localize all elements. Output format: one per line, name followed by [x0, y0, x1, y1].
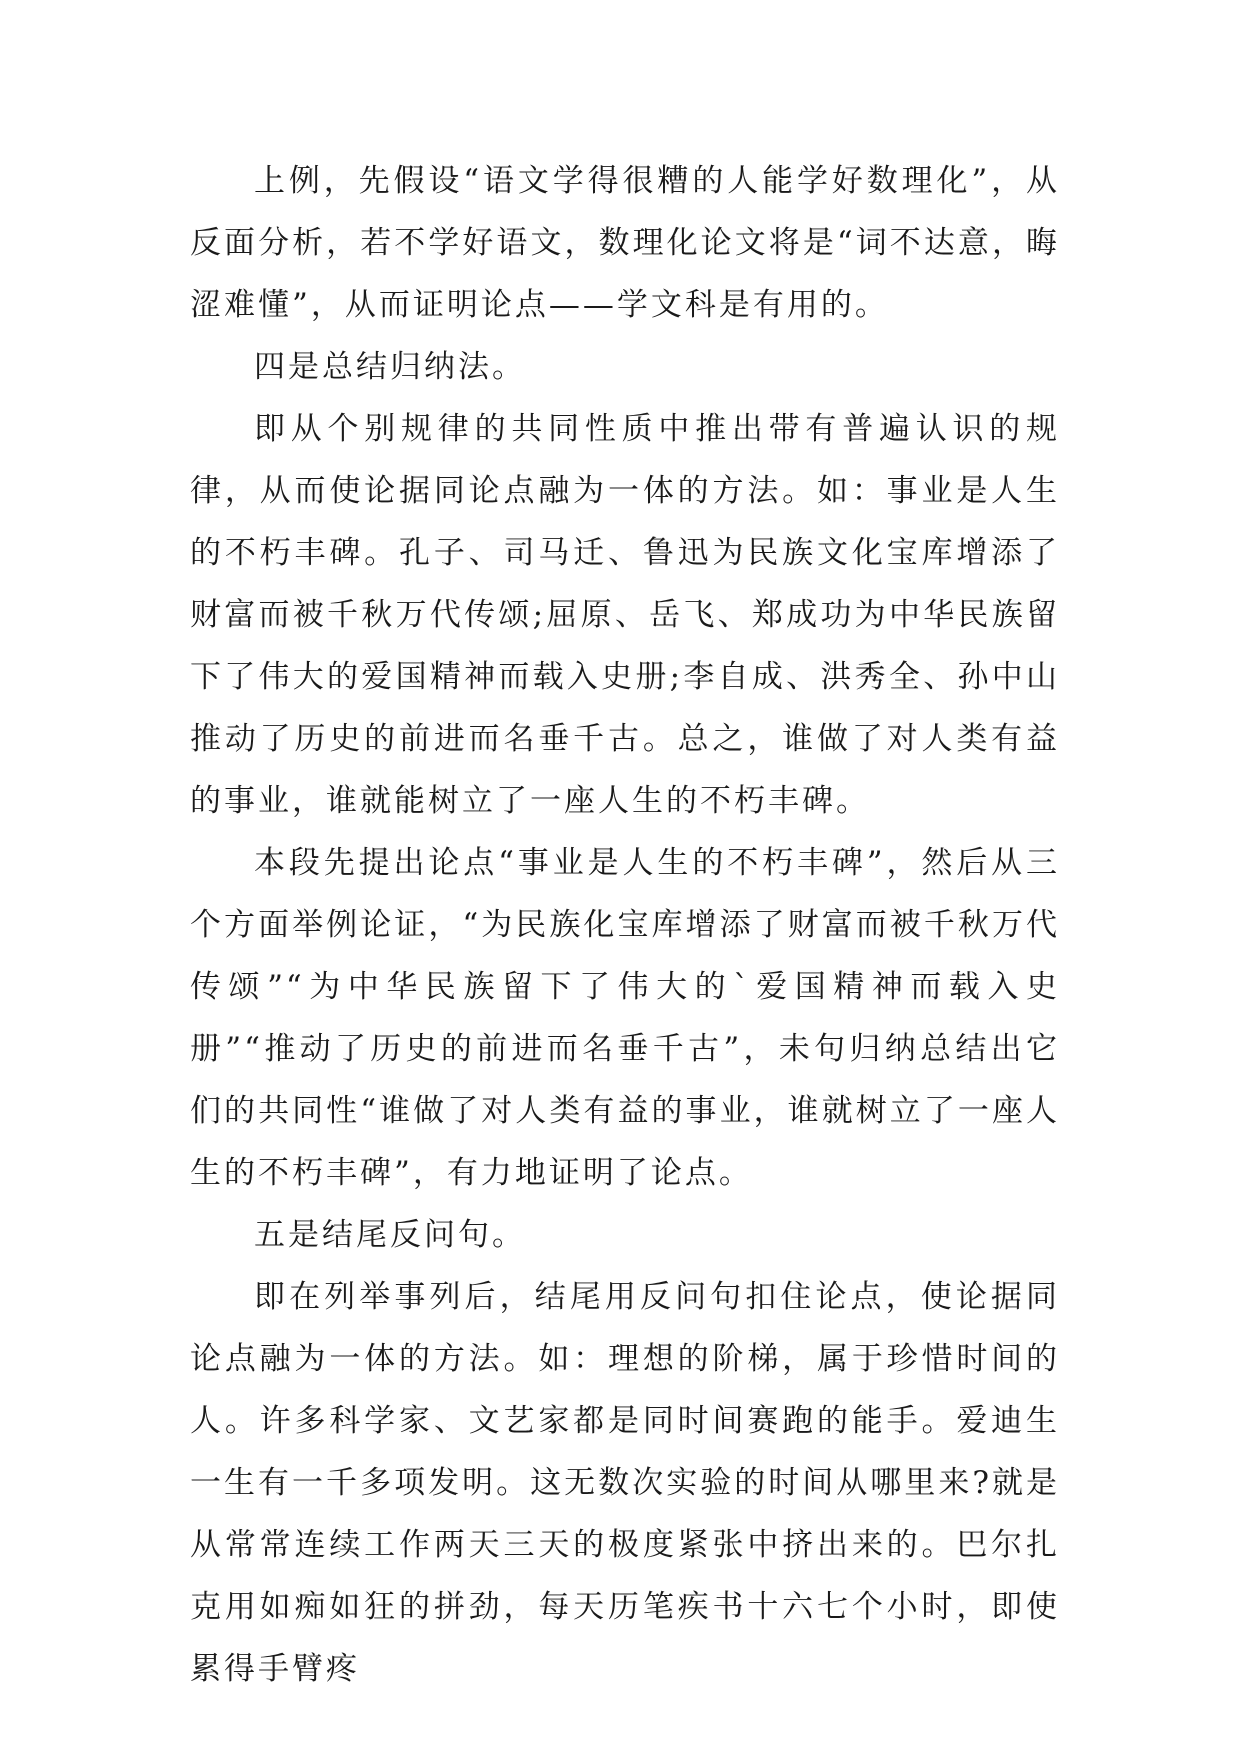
paragraph-rhetorical-question-method: 即在列举事列后，结尾用反问句扣住论点，使论据同论点融为一体的方法。如：理想的阶梯，属于珍惜时间的人。许多科学家、文艺家都是同时间赛跑的能手。爱迪生一生有一千多项发明。这无数次实验的时间从哪里来?就是从常常连续工作两天三天的极度紧张中挤出来的。巴尔扎克用如痴如狂的拼劲，每天历笔疾书十六七个小时，即使累得手臂疼	[190, 1279, 1060, 1687]
document-body	[190, 150, 1060, 1700]
paragraph-heading-rhetorical-question: 五是结尾反问句。	[254, 1217, 526, 1253]
paragraph-induction-analysis: 本段先提出论点“事业是人生的不朽丰碑”，然后从三个方面举例论证，“为民族化宝库增添了财富而被千秋万代传颂”“为中华民族留下了伟大的`爱国精神而载入史册”“推动了历史的前进而名垂千古”，未句归纳总结出它们的共同性“谁做了对人类有益的事业，谁就树立了一座人生的不朽丰碑”，有力地证明了论点。	[190, 845, 1060, 1191]
paragraph-example-analysis: 上例，先假设“语文学得很糟的人能学好数理化”，从反面分析，若不学好语文，数理化论文将是“词不达意，晦涩难懂”，从而证明论点——学文科是有用的。	[190, 163, 1060, 323]
paragraph-heading-induction: 四是总结归纳法。	[254, 349, 526, 385]
paragraph-induction-method: 即从个别规律的共同性质中推出带有普遍认识的规律，从而使论据同论点融为一体的方法。如：事业是人生的不朽丰碑。孔子、司马迁、鲁迅为民族文化宝库增添了财富而被千秋万代传颂;屈原、岳飞、郑成功为中华民族留下了伟大的爱国精神而载入史册;李自成、洪秀全、孙中山推动了历史的前进而名垂千古。总之，谁做了对人类有益的事业，谁就能树立了一座人生的不朽丰碑。	[190, 411, 1060, 819]
